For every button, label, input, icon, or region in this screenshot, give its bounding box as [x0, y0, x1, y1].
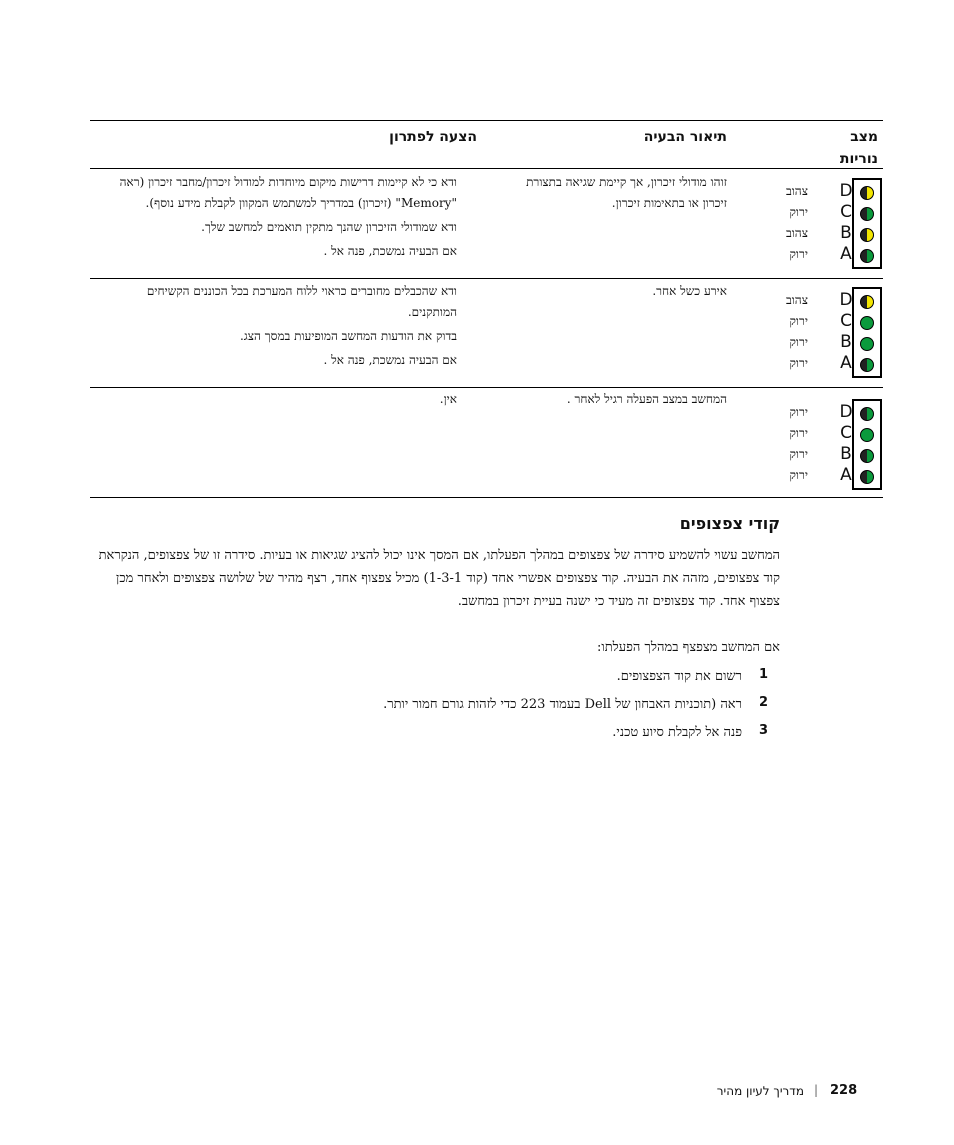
header-description: תיאור הבעיה	[643, 129, 727, 145]
led-color-name: ירוק	[789, 356, 808, 370]
solution-cell	[97, 172, 457, 265]
led-letter: D	[839, 402, 853, 422]
led-indicator-icon	[860, 407, 874, 421]
table-top-rule	[90, 120, 883, 121]
header-solution: הצעה לפתרון	[389, 129, 477, 145]
led-color-name: ירוק	[789, 468, 808, 482]
solution-paragraph: בדוק את הודעות המחשב המופיעות במסך הצג.	[239, 329, 457, 343]
problem-description: אירע כשל אחר.	[652, 284, 727, 298]
page-number: 228	[830, 1083, 858, 1098]
led-letter: A	[840, 465, 852, 485]
led-color-name: ירוק	[789, 405, 808, 419]
led-panel	[852, 178, 882, 269]
led-color-name: ירוק	[789, 426, 808, 440]
solution-paragraph: אם הבעיה נמשכת, פנה אל .	[323, 244, 457, 258]
led-color-name: ירוק	[789, 205, 808, 219]
step-number: 3	[759, 723, 769, 738]
led-indicator-icon	[860, 295, 874, 309]
problem-description: זוהו מודולי זיכרון, אך קיימת שגיאה בתצורת זיכרון או בתאימות זיכרון.	[526, 175, 727, 210]
led-color-name: ירוק	[789, 314, 808, 328]
footer-separator: |	[814, 1083, 819, 1097]
table-row	[0, 284, 954, 383]
led-panel	[852, 287, 882, 378]
led-indicator-icon	[860, 358, 874, 372]
led-indicator-icon	[860, 337, 874, 351]
section-title: קודי צפצופים	[679, 514, 780, 533]
step-text: פנה אל לקבלת סיוע טכני.	[612, 725, 742, 740]
led-indicator-icon	[860, 449, 874, 463]
led-color-name: ירוק	[789, 247, 808, 261]
beep-paragraph: המחשב עשוי להשמיע סידרה של צפצופים במהלך הפעלתו, אם המסך אינו יכול להציג שגיאות או בעיות. סידרה זו של צפצופים, הנקראת קוד צפצופים, מזהה את הבעיה. קוד צפצופים אפשרי אחד (קוד 1-3-1) מכיל צפצוף אחד, רצף מהיר של שלושה צפצופים ולאחר מכן צפצוף אחד. קוד צפצופים זה מעיד כי ישנה בעיית זיכרון במחשב.	[98, 548, 780, 609]
problem-description: המחשב במצב הפעלה רגיל לאחר .	[566, 392, 727, 406]
led-indicator-icon	[860, 207, 874, 221]
led-letter: A	[840, 244, 852, 264]
guide-title: מדריך לעיון מהיר	[716, 1084, 804, 1098]
table-row-rule	[90, 278, 883, 279]
table-row	[0, 392, 954, 495]
led-letter: D	[839, 181, 853, 201]
solution-paragraph: ודא כי לא קיימות דרישות מיקום מיוחדות למודול זיכרון/מחבר זיכרון (ראה "Memory" (זיכרון) במדריך למשתמש המקוון לקבלת מידע נוסף).	[119, 175, 457, 210]
beep-intro: אם המחשב מצפצף במהלך הפעלתו:	[597, 640, 780, 655]
led-letter: C	[840, 423, 852, 443]
led-letter: D	[839, 290, 853, 310]
table-bottom-rule	[90, 497, 883, 498]
solution-paragraph: אם הבעיה נמשכת, פנה אל .	[323, 353, 457, 367]
led-letter: C	[840, 202, 852, 222]
led-letter: B	[840, 223, 852, 243]
step-number: 2	[759, 695, 769, 710]
led-color-name: צהוב	[785, 184, 808, 198]
table-row-rule	[90, 387, 883, 388]
led-indicator-icon	[860, 228, 874, 242]
led-color-name: צהוב	[785, 226, 808, 240]
led-color-name: צהוב	[785, 293, 808, 307]
table-row	[0, 175, 954, 274]
led-letter: A	[840, 353, 852, 373]
solution-cell	[117, 281, 457, 374]
led-indicator-icon	[860, 316, 874, 330]
led-letter: B	[840, 332, 852, 352]
led-indicator-icon	[860, 186, 874, 200]
solution-paragraph: אין.	[439, 392, 457, 406]
solution-paragraph: ודא שמודולי הזיכרון שהנך מתקין תואמים למחשב שלך.	[201, 220, 457, 234]
led-letter: B	[840, 444, 852, 464]
solution-paragraph: ודא שהכבלים מחוברים כראוי ללוח המערכת בכל הכוננים הקשיחים המותקנים.	[146, 284, 457, 319]
led-indicator-icon	[860, 428, 874, 442]
led-color-name: ירוק	[789, 447, 808, 461]
step-text: רשום את קוד הצפצופים.	[616, 669, 742, 684]
led-panel	[852, 399, 882, 490]
step-number: 1	[759, 667, 769, 682]
header-lights: מצב נוריות	[839, 129, 878, 167]
led-letter: C	[840, 311, 852, 331]
led-indicator-icon	[860, 249, 874, 263]
led-indicator-icon	[860, 470, 874, 484]
solution-cell	[117, 389, 457, 413]
table-header-rule	[90, 168, 883, 169]
step-text: ראה (תוכניות האבחון של Dell בעמוד 223 כדי לזהות גורם חמור יותר.	[383, 697, 742, 712]
led-color-name: ירוק	[789, 335, 808, 349]
